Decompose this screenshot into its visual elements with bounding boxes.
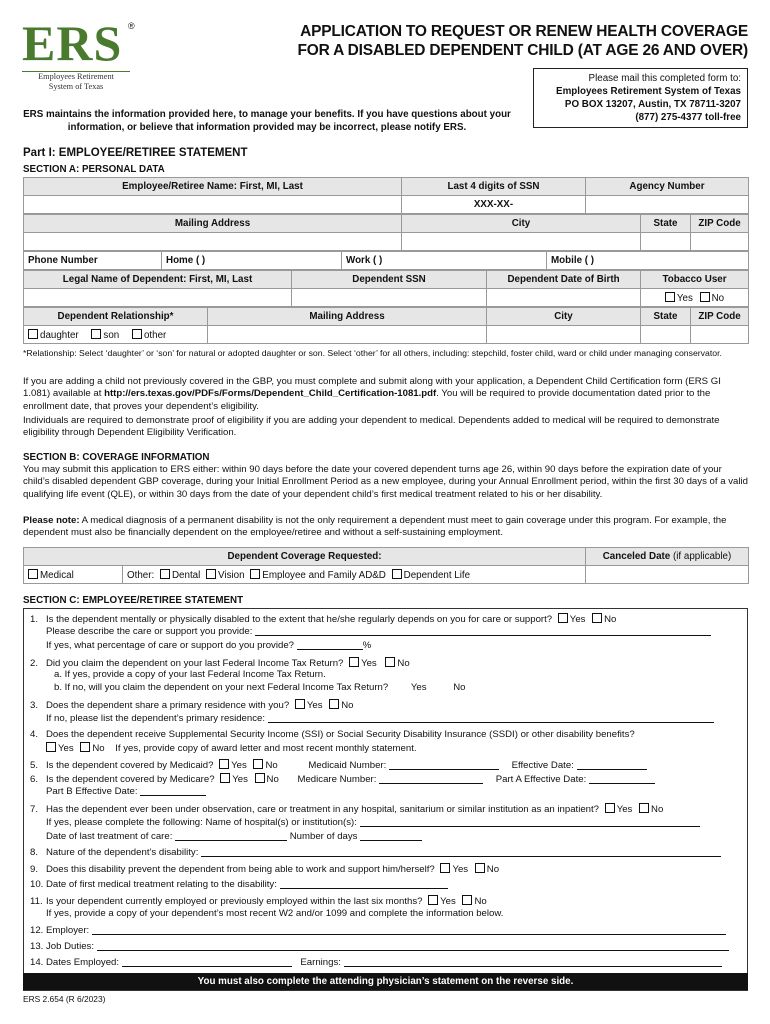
employee-name-header: Employee/Retiree Name: First, MI, Last	[24, 178, 402, 196]
q4-yes-checkbox[interactable]	[46, 742, 56, 752]
dependent-mailing-header: Mailing Address	[208, 308, 487, 326]
q5-no-checkbox[interactable]	[253, 759, 263, 769]
q10-number: 10.	[30, 879, 44, 890]
q9-number: 9.	[30, 864, 39, 875]
q7-number: 7.	[30, 804, 39, 815]
q6-number: 6.	[30, 774, 39, 785]
q8-line[interactable]	[201, 847, 721, 857]
cert-text-a: If you are adding a child not previously covered in the GBP, you must complete and submit along with your application, a Dependent Child Certification form (ERS GI 1.081) available at	[23, 376, 721, 400]
part-a-effective-line[interactable]	[589, 774, 655, 784]
q1-number: 1.	[30, 614, 39, 625]
question-3a	[30, 713, 714, 725]
son-label: son	[103, 329, 120, 341]
question-9	[30, 863, 499, 876]
q9-text: Does this disability prevent the dependent from being able to work and support him/herself?	[46, 864, 435, 875]
question-5	[30, 759, 647, 772]
question-1b	[30, 640, 371, 652]
q3a-line[interactable]	[268, 713, 714, 723]
part-a-effective-label: Part A Effective Date:	[495, 774, 587, 785]
q7b-text: Date of last treatment of care:	[46, 831, 173, 842]
tobacco-yes-label: Yes	[676, 292, 693, 304]
dependent-city-field[interactable]	[487, 326, 641, 344]
q7-yes-label: Yes	[616, 804, 633, 815]
q3-yes-label: Yes	[306, 700, 323, 711]
question-7	[30, 803, 663, 816]
medicare-number-line[interactable]	[379, 774, 483, 784]
other-label: other	[143, 329, 167, 341]
q9-no-checkbox[interactable]	[475, 863, 485, 873]
section-c-title: SECTION C: EMPLOYEE/RETIREE STATEMENT	[23, 595, 244, 606]
q5-text: Is the dependent covered by Medicaid?	[46, 760, 214, 771]
q11-number: 11.	[30, 896, 43, 907]
q4-no-label: No	[92, 743, 105, 754]
question-11a: If yes, provide a copy of your dependent’s most recent W2 and/or 1099 and complete the information below.	[46, 908, 504, 919]
q1-text: Is the dependent mentally or physically disabled to the extent that he/she regularly depends on you for care or support?	[46, 614, 553, 625]
medical-checkbox[interactable]	[28, 569, 38, 579]
q12-text: Employer:	[46, 925, 90, 936]
q7-no-label: No	[651, 804, 664, 815]
question-13	[30, 941, 729, 953]
medicaid-effective-label: Effective Date:	[511, 760, 574, 771]
ssn-prefix: XXX-XX-	[473, 199, 514, 210]
q5-yes-label: Yes	[231, 760, 247, 771]
q2-yes-checkbox[interactable]	[349, 657, 359, 667]
employer-line[interactable]	[92, 925, 726, 935]
q14-text: Dates Employed:	[46, 957, 120, 968]
q1-yes-checkbox[interactable]	[558, 613, 568, 623]
logo-letters: ERS	[22, 15, 123, 71]
agency-header: Agency Number	[586, 178, 749, 196]
q13-number: 13.	[30, 941, 44, 952]
son-checkbox[interactable]	[91, 329, 101, 339]
state-header: State	[641, 215, 691, 233]
dependent-ssn-field[interactable]	[292, 289, 487, 307]
title-line2: FOR A DISABLED DEPENDENT CHILD (AT AGE 26 AND OVER)	[297, 42, 748, 59]
personal-data-table	[23, 177, 748, 344]
mail-intro: Please mail this completed form to:	[588, 73, 741, 84]
certification-link[interactable]: http://ers.texas.gov/PDFs/Forms/Dependent_Child_Certification-1081.pdf	[104, 388, 437, 400]
coverage-requested-header: Dependent Coverage Requested:	[24, 548, 586, 566]
privacy-notice: ERS maintains the information provided here, to manage your benefits. If you have questions about your information, or believe that information provided may be incorrect, please notify ERS.	[23, 109, 511, 133]
form-id: ERS 2.654 (R 6/2023)	[23, 994, 106, 1004]
q6-no-checkbox[interactable]	[255, 773, 265, 783]
question-14	[30, 957, 722, 969]
medicaid-number-line[interactable]	[389, 760, 499, 770]
page-title	[228, 22, 748, 60]
q2-yes-label: Yes	[361, 658, 377, 669]
mail-phone: (877) 275-4377 toll-free	[635, 112, 741, 123]
title-line1: APPLICATION TO REQUEST OR RENEW HEALTH COVERAGE	[300, 23, 748, 40]
employee-name-field[interactable]	[24, 196, 402, 214]
job-duties-line[interactable]	[97, 941, 729, 951]
agency-field[interactable]	[586, 196, 749, 214]
q3-no-label: No	[341, 700, 354, 711]
part1-title: Part I: EMPLOYEE/RETIREE STATEMENT	[23, 147, 248, 159]
dependent-state-header: State	[641, 308, 691, 326]
part-b-effective-label: Part B Effective Date:	[46, 786, 138, 797]
dental-checkbox[interactable]	[160, 569, 170, 579]
coverage-paragraph: You may submit this application to ERS either: within 90 days before the date your covered dependent turns age 26, within 90 days before the expiration date of your child’s disabled dependent GBP coverage, during your Initial Enrollment Period as a new employee, during your Annual Enrollment period, within the first 30 days of a valid qualifying life event (QLE), or within 30 days from the date of your dependent child’s first medical treatment related to his or her disability.	[23, 464, 748, 500]
q8-number: 8.	[30, 847, 39, 858]
q2-no-checkbox[interactable]	[385, 657, 395, 667]
q4-yes-label: Yes	[58, 743, 74, 754]
q7b-line[interactable]	[175, 831, 287, 841]
please-note-text: A medical diagnosis of a permanent disability is not the only requirement a dependent must meet to gain coverage under this program. For example, the dependent must also be financially dependent on the employee/retiree and without a self-sustaining employment.	[23, 515, 727, 539]
section-a-title: SECTION A: PERSONAL DATA	[23, 164, 165, 175]
city-field[interactable]	[402, 233, 641, 251]
question-4a	[30, 742, 417, 755]
add-label: Employee and Family AD&D	[262, 569, 386, 581]
section-b-title: SECTION B: COVERAGE INFORMATION	[23, 452, 210, 463]
q10-line[interactable]	[280, 879, 448, 889]
dependent-dob-header: Dependent Date of Birth	[487, 271, 641, 289]
q4-no-checkbox[interactable]	[80, 742, 90, 752]
part-b-effective-line[interactable]	[140, 786, 206, 796]
registered-mark: ®	[128, 21, 135, 31]
q9-yes-label: Yes	[452, 864, 469, 875]
city-header: City	[402, 215, 641, 233]
ssn-header: Last 4 digits of SSN	[402, 178, 586, 196]
logo-line2: System of Texas	[48, 81, 104, 91]
dependent-life-checkbox[interactable]	[392, 569, 402, 579]
mailing-address-header: Mailing Address	[24, 215, 402, 233]
q7a-text: If yes, please complete the following: Name of hospital(s) or institution(s):	[46, 817, 357, 828]
state-field[interactable]	[641, 233, 691, 251]
q11-yes-checkbox[interactable]	[428, 895, 438, 905]
q11-no-checkbox[interactable]	[462, 895, 472, 905]
q1-no-label: No	[604, 614, 617, 625]
canceled-date-label: Canceled Date	[602, 551, 671, 562]
dependent-name-field[interactable]	[24, 289, 292, 307]
tobacco-options	[641, 289, 749, 307]
q10-text: Date of first medical treatment relating to the disability:	[46, 879, 277, 890]
medical-label: Medical	[40, 569, 74, 581]
q7-yes-checkbox[interactable]	[605, 803, 615, 813]
question-4	[30, 729, 635, 741]
q1a-text: Please describe the care or support you provide:	[46, 626, 253, 637]
question-2b	[30, 682, 465, 694]
q7c-line[interactable]	[360, 831, 422, 841]
question-11	[30, 895, 487, 908]
mail-to-box	[533, 68, 748, 128]
other-coverage-label: Other:	[127, 569, 155, 581]
daughter-checkbox[interactable]	[28, 329, 38, 339]
q2b-text: b. If no, will you claim the dependent on your next Federal Income Tax Return?	[54, 682, 389, 693]
logo-line1: Employees Retirement	[38, 72, 114, 81]
zip-field[interactable]	[691, 233, 749, 251]
canceled-date-header	[586, 548, 749, 566]
mobile-phone-field[interactable]: Mobile ( )	[547, 252, 749, 270]
certification-paragraph	[23, 376, 748, 413]
question-7b	[30, 831, 422, 843]
q2-text: Did you claim the dependent on your last Federal Income Tax Return?	[46, 658, 344, 669]
q1b-percent: %	[362, 640, 372, 651]
vision-label: Vision	[218, 569, 245, 581]
mailing-address-field[interactable]	[24, 233, 402, 251]
q5-number: 5.	[30, 760, 39, 771]
dependent-mailing-field[interactable]	[208, 326, 487, 344]
q2b-yes-label[interactable]: Yes	[410, 682, 427, 693]
work-phone-field[interactable]: Work ( )	[342, 252, 547, 270]
q6-no-label: No	[266, 774, 279, 785]
dependent-name-header: Legal Name of Dependent: First, MI, Last	[24, 271, 292, 289]
q6-yes-label: Yes	[232, 774, 248, 785]
q5-no-label: No	[265, 760, 278, 771]
relationship-footnote: *Relationship: Select ‘daughter’ or ‘son’ for natural or adopted daughter or son. Select ‘other’ for all others, including: stepchild, foster child, ward or child under managing conservator.	[23, 348, 722, 358]
canceled-date-field[interactable]	[586, 566, 749, 584]
q1-no-checkbox[interactable]	[592, 613, 602, 623]
q7-no-checkbox[interactable]	[639, 803, 649, 813]
tobacco-no-checkbox[interactable]	[700, 292, 710, 302]
ssn-field[interactable]	[402, 196, 586, 214]
dental-label: Dental	[171, 569, 201, 581]
q3-number: 3.	[30, 700, 39, 711]
ers-logo	[22, 15, 142, 92]
question-10	[30, 879, 448, 891]
coverage-table	[23, 547, 748, 584]
dates-employed-line[interactable]	[122, 957, 292, 967]
medical-option	[24, 566, 123, 584]
question-6	[30, 773, 655, 786]
q6-yes-checkbox[interactable]	[220, 773, 230, 783]
phone-label: Phone Number	[24, 252, 162, 270]
q4a-text: If yes, provide copy of award letter and most recent monthly statement.	[115, 743, 417, 754]
q11-no-label: No	[474, 896, 487, 907]
mail-address: PO BOX 13207, Austin, TX 78711-3207	[564, 99, 741, 110]
q7c-text: Number of days	[289, 831, 358, 842]
q2-no-label: No	[397, 658, 410, 669]
canceled-date-note: (if applicable)	[670, 551, 732, 562]
other-coverage-options	[123, 566, 586, 584]
q14-number: 14.	[30, 957, 44, 968]
medicaid-number-label: Medicaid Number:	[308, 760, 387, 771]
question-6b	[30, 786, 206, 798]
tobacco-header: Tobacco User	[641, 271, 749, 289]
other-checkbox[interactable]	[132, 329, 142, 339]
q9-yes-checkbox[interactable]	[440, 863, 450, 873]
q2-number: 2.	[30, 658, 39, 669]
relationship-header: Dependent Relationship*	[24, 308, 208, 326]
please-note-paragraph	[23, 515, 748, 540]
q3-yes-checkbox[interactable]	[295, 699, 305, 709]
daughter-label: daughter	[40, 329, 79, 341]
medicaid-effective-line[interactable]	[577, 760, 647, 770]
q5-yes-checkbox[interactable]	[219, 759, 229, 769]
medicare-number-label: Medicare Number:	[297, 774, 377, 785]
dependent-zip-field[interactable]	[691, 326, 749, 344]
dependent-state-field[interactable]	[641, 326, 691, 344]
dependent-city-header: City	[487, 308, 641, 326]
q6-text: Is the dependent covered by Medicare?	[46, 774, 215, 785]
q4-number: 4.	[30, 729, 39, 740]
q3-no-checkbox[interactable]	[329, 699, 339, 709]
question-2a: a. If yes, provide a copy of your last Federal Income Tax Return.	[54, 669, 326, 680]
dependent-zip-header: ZIP Code	[691, 308, 749, 326]
question-7a	[30, 817, 700, 829]
q1b-text: If yes, what percentage of care or support do you provide?	[46, 640, 294, 651]
dependent-dob-field[interactable]	[487, 289, 641, 307]
relationship-options	[24, 326, 208, 344]
q8-text: Nature of the dependent’s disability:	[46, 847, 199, 858]
question-3	[30, 699, 353, 712]
earnings-line[interactable]	[344, 957, 722, 967]
q13-text: Job Duties:	[46, 941, 94, 952]
zip-header: ZIP Code	[691, 215, 749, 233]
q3-text: Does the dependent share a primary residence with you?	[46, 700, 290, 711]
cert-text-b: . You will be required to provide documentation dated prior to the enrollment date, that proves your dependent’s eligibility.	[23, 388, 711, 412]
q11-text: Is your dependent currently employed or previously employed within the last six months?	[46, 896, 423, 907]
please-note-label: Please note:	[23, 515, 80, 526]
home-phone-field[interactable]: Home ( )	[162, 252, 342, 270]
q2b-no-label[interactable]: No	[453, 682, 466, 693]
mail-org: Employees Retirement System of Texas	[556, 86, 741, 97]
dependent-ssn-header: Dependent SSN	[292, 271, 487, 289]
q3a-text: If no, please list the dependent’s primary residence:	[46, 713, 266, 724]
earnings-label: Earnings:	[300, 957, 341, 968]
q1a-line[interactable]	[255, 626, 711, 636]
q11-yes-label: Yes	[440, 896, 456, 907]
add-checkbox[interactable]	[250, 569, 260, 579]
question-12	[30, 925, 726, 937]
tobacco-yes-checkbox[interactable]	[665, 292, 675, 302]
physician-statement-banner: You must also complete the attending physician’s statement on the reverse side.	[23, 973, 748, 990]
q1-yes-label: Yes	[569, 614, 586, 625]
dependent-life-label: Dependent Life	[403, 569, 471, 581]
q7a-line[interactable]	[360, 817, 700, 827]
q9-no-label: No	[486, 864, 500, 875]
tobacco-no-label: No	[711, 292, 725, 304]
q7-text: Has the dependent ever been under observation, care or treatment in any hospital, sanitarium or similar institution as an inpatient?	[46, 804, 600, 815]
q12-number: 12.	[30, 925, 44, 936]
eligibility-paragraph: Individuals are required to demonstrate proof of eligibility if you are adding your dependent to medical. Dependents added to medical will be required to demonstrate eligibility through Dependent Eligibility Verification.	[23, 415, 720, 439]
question-1a	[30, 626, 711, 638]
vision-checkbox[interactable]	[206, 569, 216, 579]
question-1	[30, 613, 616, 626]
question-8	[30, 847, 721, 859]
q4-text: Does the dependent receive Supplemental Security Income (SSI) or Social Security Disability Insurance (SSDI) or other disability benefits?	[46, 729, 635, 740]
q1b-line[interactable]	[297, 640, 363, 650]
